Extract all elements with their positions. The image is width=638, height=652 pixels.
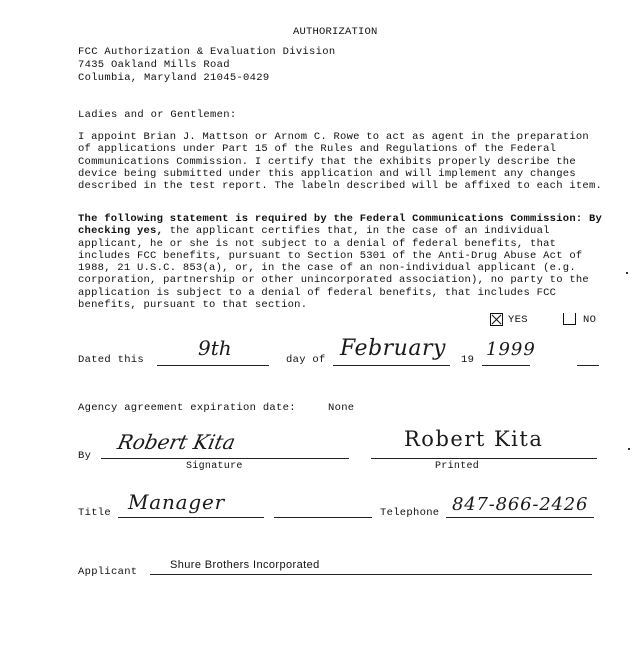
appointment-paragraph: I appoint Brian J. Mattson or Arnom C. Rowe to act as agent in the preparation of applications under Part 15 of the Rules and Regulations of the Federal Communications Commission. I certify that the exhibits properly describe the device being submitted under this application and will implement any changes described in the test report. The labeln described will be affixed to each item. xyxy=(78,131,603,193)
day-line xyxy=(157,365,269,366)
yes-label: YES xyxy=(508,314,528,326)
agency-label: Agency agreement expiration date: xyxy=(78,402,296,414)
year-line xyxy=(482,365,530,366)
telephone-line xyxy=(446,517,594,518)
dated-label: Dated this xyxy=(78,354,145,366)
day-value[interactable]: 9th xyxy=(198,336,232,360)
year-label: 19 xyxy=(461,354,475,366)
month-value[interactable]: February xyxy=(340,336,446,361)
signature-value[interactable]: Robert Kita xyxy=(115,430,238,454)
telephone-label: Telephone xyxy=(380,507,440,519)
salutation: Ladies and or Gentlemen: xyxy=(78,109,237,121)
fcc-statement-paragraph xyxy=(78,213,603,311)
no-label: NO xyxy=(583,314,597,326)
document-title: AUTHORIZATION xyxy=(293,26,378,38)
address-line-3: Columbia, Maryland 21045-0429 xyxy=(78,72,270,84)
title-label: Title xyxy=(78,507,112,519)
printed-line xyxy=(371,458,597,459)
applicant-line xyxy=(150,574,592,575)
applicant-value[interactable]: Shure Brothers Incorporated xyxy=(170,559,320,571)
day-of-label: day of xyxy=(286,354,326,366)
yes-checkbox[interactable] xyxy=(490,313,503,326)
year-line-tail xyxy=(577,365,599,366)
address-line-2: 7435 Oakland Mills Road xyxy=(78,59,230,71)
scan-speck xyxy=(626,272,628,274)
title-line-extension xyxy=(274,517,372,518)
address-block xyxy=(78,46,335,85)
address-line-1: FCC Authorization & Evaluation Division xyxy=(78,46,336,58)
no-checkbox[interactable] xyxy=(563,313,576,325)
month-line xyxy=(333,365,450,366)
applicant-label: Applicant xyxy=(78,566,138,578)
title-value[interactable]: Manager xyxy=(128,490,226,514)
agency-value: None xyxy=(328,402,355,414)
scan-speck xyxy=(628,448,630,450)
fcc-statement-text: the applicant certifies that, in the case of an individual applicant, he or she is not subject to a denial of federal benefits, that includes FCC benefits, pursuant to Section 5301 of the Anti-Drug Abuse Act of 1988, 21 U.S.C. 853(a), or, in the case of an non-individual applicant (e.g. corporation, partnership or other unincorporated association), no party to the application is subject to a denial of federal benefits, that includes FCC benefits, pursuant to that section. xyxy=(78,225,589,312)
printed-caption: Printed xyxy=(435,461,480,472)
signature-line xyxy=(101,458,349,459)
by-label: By xyxy=(78,450,92,462)
fcc-statement-bold: The following statement is required by the Federal Communications Commission: By checking yes, xyxy=(78,213,603,238)
year-value[interactable]: 1999 xyxy=(486,339,536,360)
title-line xyxy=(118,517,264,518)
signature-caption: Signature xyxy=(186,461,243,472)
telephone-value[interactable]: 847-866-2426 xyxy=(452,494,589,515)
printed-value[interactable]: Robert Kita xyxy=(404,427,544,451)
